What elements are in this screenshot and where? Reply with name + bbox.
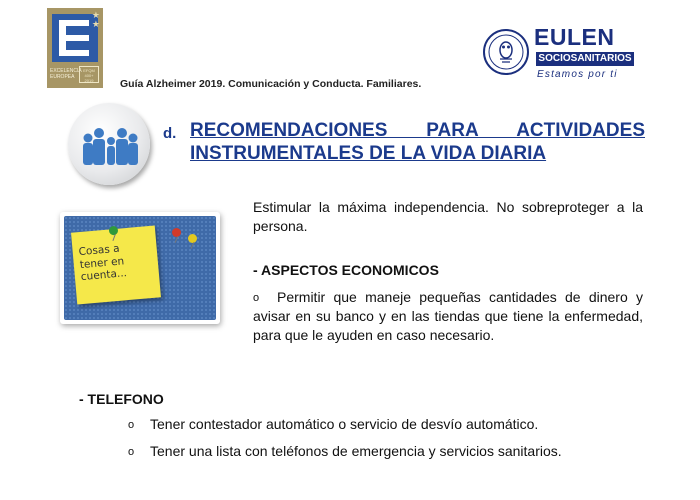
sticky-note-text: Cosas a tener en cuenta... — [78, 242, 128, 284]
section-title-line-2: INSTRUMENTALES DE LA VIDA DIARIA — [190, 143, 547, 164]
excellence-badge: EFQM 400+ 2019 — [79, 66, 99, 83]
stars-icon: ★ ★ — [91, 10, 100, 29]
excellence-caption: EXCELENCIA EUROPEA — [50, 68, 82, 80]
economics-item-text: Permitir que maneje pequeñas cantidades de dinero y avisar en su banco y en las tiendas que tiene la enfermedad, para que le ayuden en caso necesario. — [253, 289, 643, 343]
economics-item — [253, 288, 643, 368]
intro-paragraph: Estimular la máxima independencia. No sobreproteger a la persona. — [253, 199, 643, 234]
yellow-pin-icon — [188, 234, 197, 243]
eulen-brand-name: EULEN — [534, 24, 615, 50]
telefono-item-2 — [128, 442, 644, 482]
notes-image — [60, 212, 220, 324]
eulen-seal-icon — [482, 28, 530, 76]
section-badge — [68, 103, 150, 185]
section-letter: d. — [163, 125, 177, 142]
sticky-note — [71, 225, 161, 304]
eulen-slogan: Estamos por ti — [537, 69, 618, 80]
telefono-item-2-text: Tener una lista con teléfonos de emergencia y servicios sanitarios. — [150, 443, 562, 459]
document-header-title: Guía Alzheimer 2019. Comunicación y Conducta. Familiares. — [120, 78, 422, 90]
eulen-division-label: SOCIOSANITARIOS — [536, 52, 634, 66]
bullet-marker: o — [128, 419, 135, 431]
bullet-marker: o — [253, 292, 260, 304]
family-group-icon — [68, 103, 150, 185]
section-title — [190, 119, 645, 165]
bullet-marker: o — [128, 446, 135, 458]
economics-heading: - ASPECTOS ECONOMICOS — [253, 262, 439, 278]
green-pin-icon — [109, 226, 119, 236]
telefono-item-1-text: Tener contestador automático o servicio de desvío automático. — [150, 416, 539, 432]
telefono-heading: - TELEFONO — [79, 391, 164, 407]
red-pin-icon — [172, 228, 181, 237]
cork-board — [64, 216, 216, 320]
excellence-logo — [47, 8, 103, 88]
telefono-item-1 — [128, 415, 644, 435]
section-title-line-1: RECOMENDACIONES PARA ACTIVIDADES — [190, 120, 645, 141]
